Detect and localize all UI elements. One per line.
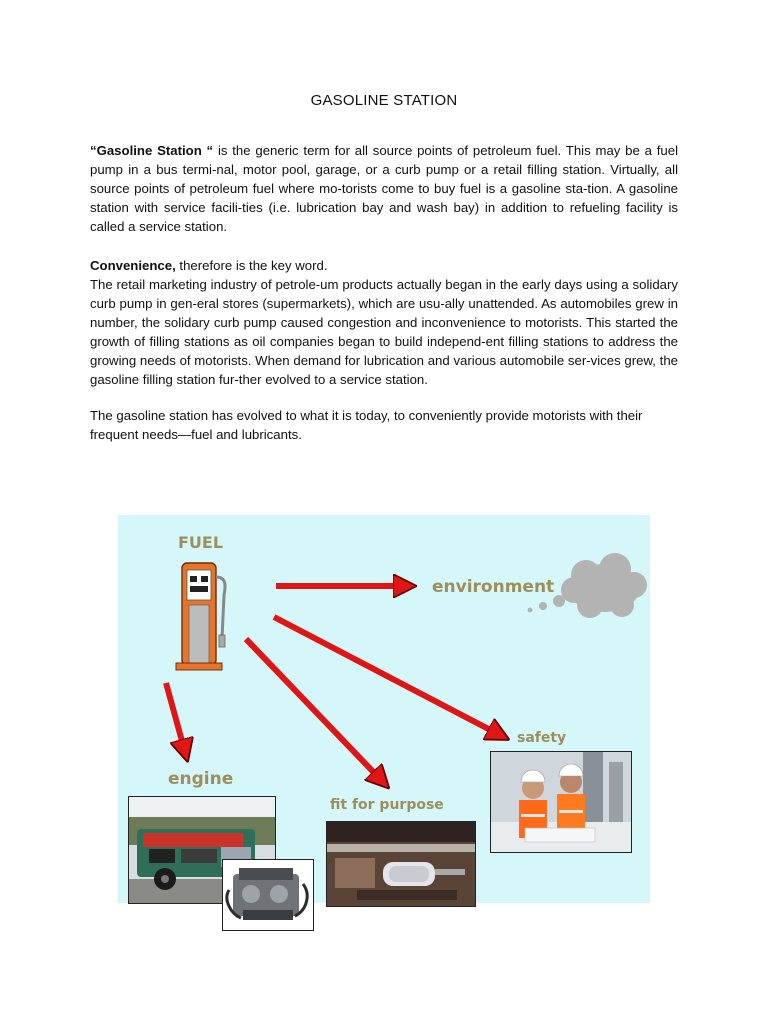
fit-for-purpose-label: fit for purpose xyxy=(330,797,444,813)
paragraph-definition xyxy=(90,141,678,236)
safety-workers-photo xyxy=(490,751,632,853)
paragraph-history xyxy=(90,256,678,389)
paragraph-today xyxy=(90,406,678,444)
arrow-to-engine xyxy=(166,683,185,752)
today-text: The gasoline station has evolved to what it is today, to conveniently provide motorists with their frequent needs—fuel and lubricants. xyxy=(90,408,643,442)
term-convenience: Convenience, xyxy=(90,258,176,273)
history-text: The retail marketing industry of petrole-um products actually began in the early days using a solidary curb pump in gen-eral stores (supermarkets), which are usu-ally unattended. As automobiles grew in number, the solidary curb pump caused congestion and inconvenience to motorists. This started the growth of filling stations as oil companies began to build independ-ent filling stations to address the growing needs of motorists. When demand for lubrication and various automobile ser-vices grew, the gasoline filling station fur-ther evolved to a service station. xyxy=(90,277,678,387)
fuel-label: FUEL xyxy=(178,533,224,552)
fuel-diagram xyxy=(118,515,650,903)
environment-label: environment xyxy=(432,577,555,597)
safety-label: safety xyxy=(517,730,567,746)
fuel-filter-photo xyxy=(326,821,476,907)
definition-text: is the generic term for all source points of petroleum fuel. This may be a fuel pump in a bus termi-nal, motor pool, garage, or a curb pump or a retail filling station. Virtually, all source points of petroleum fuel where mo-torists come to buy fuel is a gasoline sta-tion. A gasoline station with service facili-ties (i.e. lubrication bay and wash bay) in addition to refueling facility is called a service station. xyxy=(90,143,678,234)
convenience-text: therefore is the key word. xyxy=(175,258,328,273)
engine-label: engine xyxy=(168,769,234,789)
term-gasoline-station: “Gasoline Station “ xyxy=(90,143,214,158)
engine-photo xyxy=(222,859,314,931)
page-title: GASOLINE STATION xyxy=(310,92,458,109)
fuel-pump-icon xyxy=(176,563,225,670)
arrow-to-safety xyxy=(274,617,500,735)
